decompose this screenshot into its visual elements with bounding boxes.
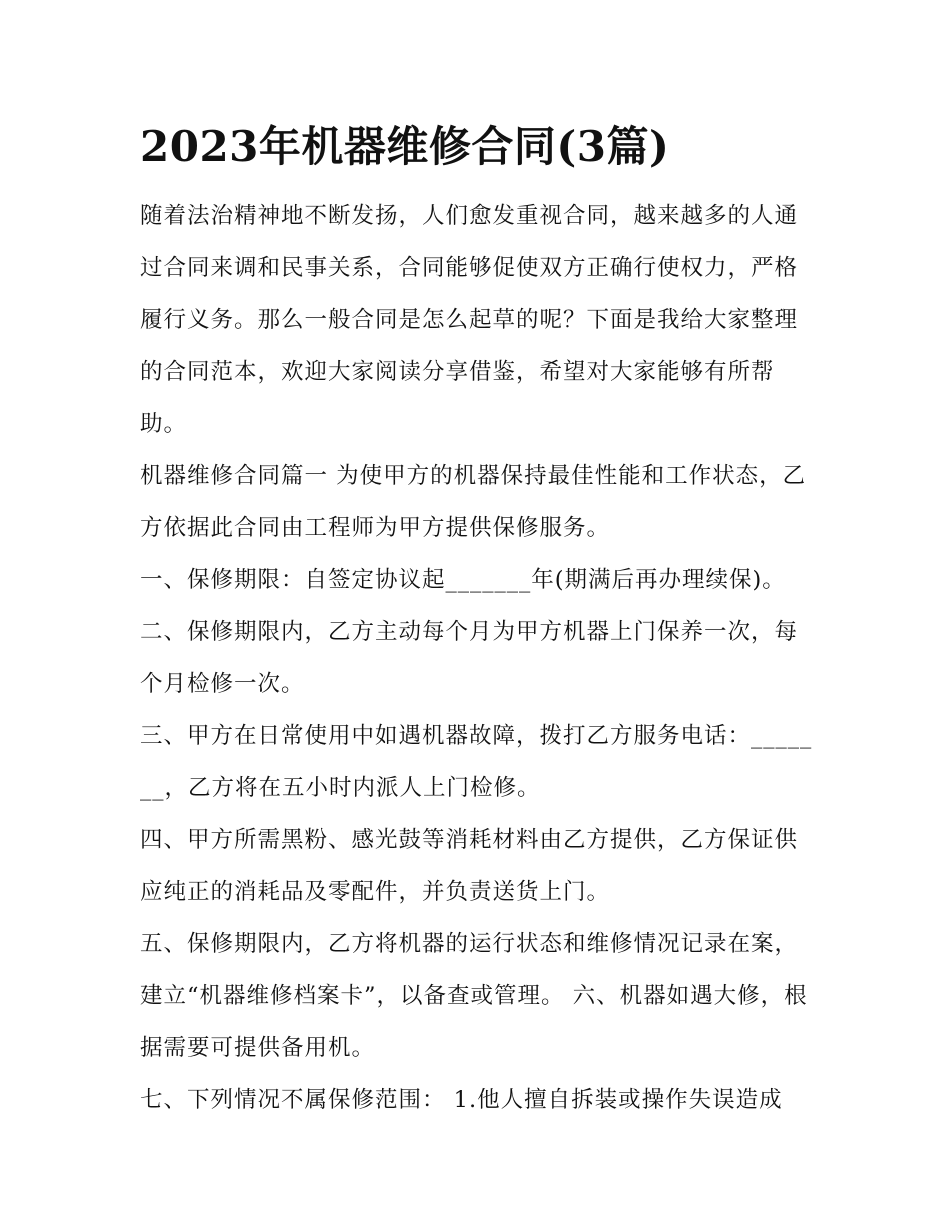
paragraph-contract-one: 机器维修合同篇一 为使甲方的机器保持最佳性能和工作状态，乙方依据此合同由工程师为甲方提供保修服务。 — [140, 463, 807, 541]
document-title: 2023年机器维修合同(3篇) — [140, 122, 670, 171]
paragraph-intro: 随着法治精神地不断发扬，人们愈发重视合同，越来越多的人通过合同来调和民事关系，合同能够促使双方正确行使权力，严格履行义务。那么一般合同是怎么起草的呢？下面是我给大家整理的合同范本，欢迎大家阅读分享借鉴，希望对大家能够有所帮助。 — [140, 203, 799, 437]
paragraph-clause-4: 四、甲方所需黑粉、感光鼓等消耗材料由乙方提供，乙方保证供应纯正的消耗品及零配件，并负责送货上门。 — [140, 827, 799, 905]
paragraph-clause-3: 三、甲方在日常使用中如遇机器故障，拨打乙方服务电话：_______，乙方将在五小时内派人上门检修。 — [140, 723, 813, 801]
paragraph-clause-1-2: 一、保修期限：自签定协议起_______年(期满后再办理续保)。 二、保修期限内，乙方主动每个月为甲方机器上门保养一次，每个月检修一次。 — [140, 567, 799, 697]
document-page — [140, 112, 820, 1126]
paragraph-clause-7: 七、下列情况不属保修范围： 1.他人擅自拆装或操作失误造成 — [140, 1087, 783, 1113]
paragraph-clause-5-6: 五、保修期限内，乙方将机器的运行状态和维修情况记录在案，建立“机器维修档案卡”，以备查或管理。 六、机器如遇大修，根据需要可提供备用机。 — [140, 931, 808, 1061]
